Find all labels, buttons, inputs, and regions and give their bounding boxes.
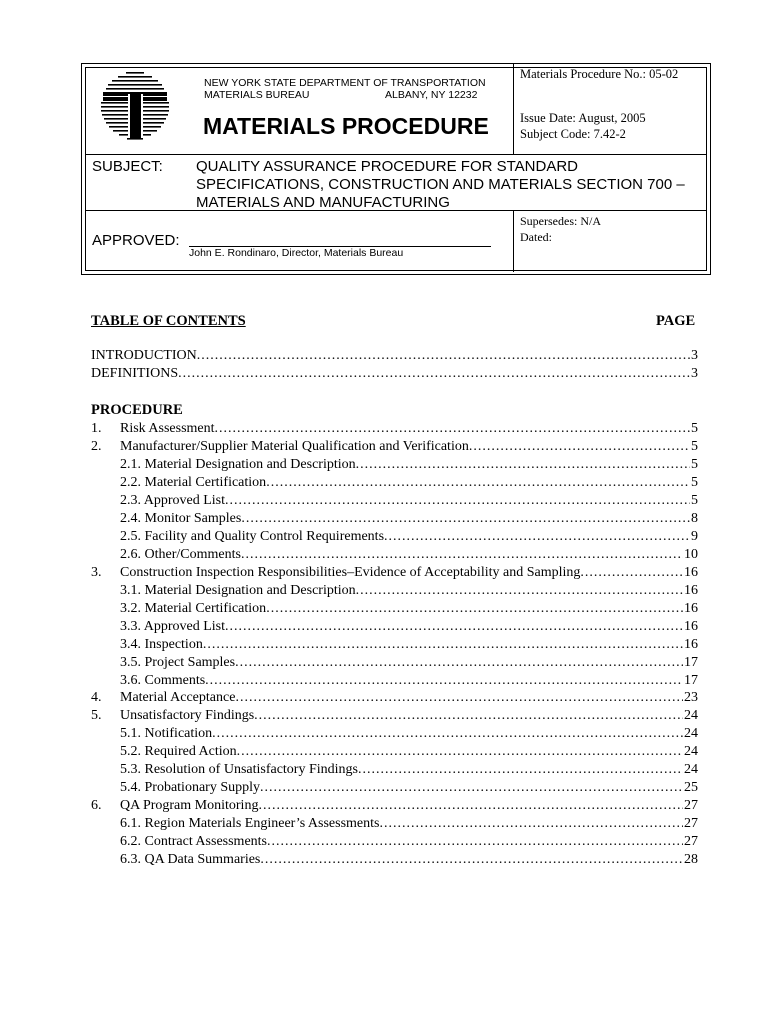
toc-entry-page: 17 [684, 655, 698, 670]
toc-entry-title: Risk Assessment [120, 421, 215, 436]
toc-entry-page: 23 [684, 690, 698, 705]
toc-entry-title: 2.5. Facility and Quality Control Requirements [120, 529, 385, 544]
toc-entry[interactable] [0, 528, 770, 546]
toc-entry[interactable] [0, 564, 770, 582]
toc-entry[interactable] [0, 456, 770, 474]
bureau-name: MATERIALS BUREAU [204, 89, 310, 101]
toc-leader-dots [205, 672, 683, 690]
toc-leader-dots [241, 510, 690, 528]
document-type-title: MATERIALS PROCEDURE [203, 113, 489, 139]
toc-entry-title: 2.4. Monitor Samples [120, 511, 242, 526]
toc-entry-title: 5.4. Probationary Supply [120, 780, 260, 795]
toc-leader-dots [235, 689, 683, 707]
toc-entry-title: 3.3. Approved List [120, 619, 225, 634]
toc-entry[interactable] [0, 365, 770, 383]
toc-entry[interactable] [0, 797, 770, 815]
toc-entry-title: Construction Inspection Responsibilities–Evidence of Acceptability and Sampling [120, 565, 581, 580]
toc-entry-title: 2.3. Approved List [120, 493, 225, 508]
toc-leader-dots [260, 851, 683, 869]
toc-entry[interactable] [0, 672, 770, 690]
toc-leader-dots [254, 707, 683, 725]
bureau-location: ALBANY, NY 12232 [385, 89, 478, 101]
toc-entry-title: DEFINITIONS [91, 366, 179, 381]
toc-entry-title: 6.1. Region Materials Engineer’s Assessments [120, 816, 380, 831]
toc-entry[interactable] [0, 779, 770, 797]
toc-entry-page: 16 [684, 565, 698, 580]
toc-entry[interactable] [0, 474, 770, 492]
toc-leader-dots [266, 474, 690, 492]
toc-leader-dots [580, 564, 683, 582]
toc-leader-dots [225, 492, 690, 510]
department-name: NEW YORK STATE DEPARTMENT OF TRANSPORTATION [204, 77, 486, 89]
toc-entry-number: 3. [91, 565, 102, 580]
supersedes: Supersedes: N/A [520, 214, 601, 228]
toc-entry-title: 2.6. Other/Comments [120, 547, 241, 562]
toc-leader-dots [235, 654, 683, 672]
subject-line-3: MATERIALS AND MANUFACTURING [196, 194, 450, 211]
subject-line-2: SPECIFICATIONS, CONSTRUCTION AND MATERIALS SECTION 700 – [196, 176, 685, 193]
toc-entry-title: 3.5. Project Samples [120, 655, 236, 670]
toc-entry-title: Manufacturer/Supplier Material Qualification and Verification [120, 439, 469, 454]
toc-entry-page: 5 [691, 439, 698, 454]
toc-leader-dots [469, 438, 690, 456]
toc-entry-title: Unsatisfactory Findings [120, 708, 255, 723]
toc-entry-title: 3.2. Material Certification [120, 601, 267, 616]
toc-leader-dots [356, 456, 690, 474]
toc-entry[interactable] [0, 833, 770, 851]
subject-code: Subject Code: 7.42-2 [520, 127, 626, 141]
toc-leader-dots [380, 815, 684, 833]
toc-entry-page: 8 [691, 511, 698, 526]
toc-entry[interactable] [0, 654, 770, 672]
toc-entry[interactable] [0, 743, 770, 761]
dated: Dated: [520, 230, 552, 244]
toc-entry[interactable] [0, 420, 770, 438]
toc-entry-number: 1. [91, 421, 102, 436]
toc-entry-page: 24 [684, 708, 698, 723]
toc-entry-title: 2.1. Material Designation and Description [120, 457, 356, 472]
toc-entry-number: 6. [91, 798, 102, 813]
toc-entry-page: 5 [691, 457, 698, 472]
toc-entry[interactable] [0, 636, 770, 654]
toc-leader-dots [215, 420, 690, 438]
toc-entry[interactable] [0, 600, 770, 618]
toc-entry-title: 3.1. Material Designation and Description [120, 583, 356, 598]
toc-entry-page: 16 [684, 619, 698, 634]
toc-entry[interactable] [0, 689, 770, 707]
toc-entry[interactable] [0, 510, 770, 528]
toc-leader-dots [178, 365, 690, 383]
toc-entry[interactable] [0, 618, 770, 636]
toc-entry[interactable] [0, 546, 770, 564]
issue-date: Issue Date: August, 2005 [520, 111, 646, 125]
toc-entry-title: 3.6. Comments [120, 673, 206, 688]
toc-leader-dots [241, 546, 683, 564]
toc-leader-dots [267, 833, 683, 851]
toc-leader-dots [356, 582, 683, 600]
approver-name: John E. Rondinaro, Director, Materials Bureau [189, 247, 404, 259]
toc-entry[interactable] [0, 438, 770, 456]
toc-entry-title: 2.2. Material Certification [120, 475, 267, 490]
toc-leader-dots [225, 618, 683, 636]
toc-entry-title: 5.3. Resolution of Unsatisfactory Findings [120, 762, 358, 777]
toc-entry-number: 4. [91, 690, 102, 705]
toc-leader-dots [197, 347, 690, 365]
toc-leader-dots [384, 528, 690, 546]
toc-entry-title: QA Program Monitoring [120, 798, 259, 813]
toc-entry[interactable] [0, 582, 770, 600]
toc-entry-page: 16 [684, 601, 698, 616]
toc-entry[interactable] [0, 347, 770, 365]
toc-entry-page: 25 [684, 780, 698, 795]
toc-entry[interactable] [0, 707, 770, 725]
approved-label: APPROVED: [92, 232, 180, 249]
toc-entry-title: Material Acceptance [120, 690, 236, 705]
toc-entry-title: INTRODUCTION [91, 348, 197, 363]
toc-entry-page: 5 [691, 421, 698, 436]
toc-entry-page: 24 [684, 744, 698, 759]
toc-entry-page: 27 [684, 816, 698, 831]
toc-entry[interactable] [0, 492, 770, 510]
toc-entry[interactable] [0, 851, 770, 869]
toc-entry-title: 3.4. Inspection [120, 637, 203, 652]
subject-label: SUBJECT: [92, 158, 163, 175]
toc-entry-page: 28 [684, 852, 698, 867]
toc-entry-page: 27 [684, 834, 698, 849]
toc-entry-page: 9 [691, 529, 698, 544]
toc-entry-title: 6.3. QA Data Summaries [120, 852, 261, 867]
toc-leader-dots [260, 779, 683, 797]
toc-entry-page: 24 [684, 726, 698, 741]
toc-leader-dots [258, 797, 683, 815]
toc-entry-page: 27 [684, 798, 698, 813]
toc-entry[interactable] [0, 725, 770, 743]
toc-entry-title: 5.1. Notification [120, 726, 213, 741]
toc-entry-page: 16 [684, 583, 698, 598]
toc-leader-dots [266, 600, 683, 618]
toc-entry-number: 5. [91, 708, 102, 723]
toc-leader-dots [203, 636, 683, 654]
toc-entry-title: 6.2. Contract Assessments [120, 834, 267, 849]
toc-entry-page: 24 [684, 762, 698, 777]
toc-page-heading: PAGE [656, 313, 696, 329]
procedure-number: Materials Procedure No.: 05-02 [520, 67, 679, 81]
toc-entry-page: 16 [684, 637, 698, 652]
toc-heading: TABLE OF CONTENTS [91, 313, 246, 329]
toc-entry-number: 2. [91, 439, 102, 454]
toc-entry-title: 5.2. Required Action [120, 744, 237, 759]
toc-leader-dots [358, 761, 683, 779]
toc-entry[interactable] [0, 761, 770, 779]
toc-entry-page: 10 [684, 547, 698, 562]
toc-entry[interactable] [0, 815, 770, 833]
toc-entry-page: 3 [691, 366, 698, 381]
toc-entry-page: 17 [684, 673, 698, 688]
toc-entry-page: 5 [691, 475, 698, 490]
toc-entry-page: 3 [691, 348, 698, 363]
subject-line-1: QUALITY ASSURANCE PROCEDURE FOR STANDARD [196, 158, 579, 175]
toc-entry-page: 5 [691, 493, 698, 508]
toc-leader-dots [237, 743, 683, 761]
procedure-heading: PROCEDURE [91, 402, 183, 418]
toc-leader-dots [212, 725, 683, 743]
